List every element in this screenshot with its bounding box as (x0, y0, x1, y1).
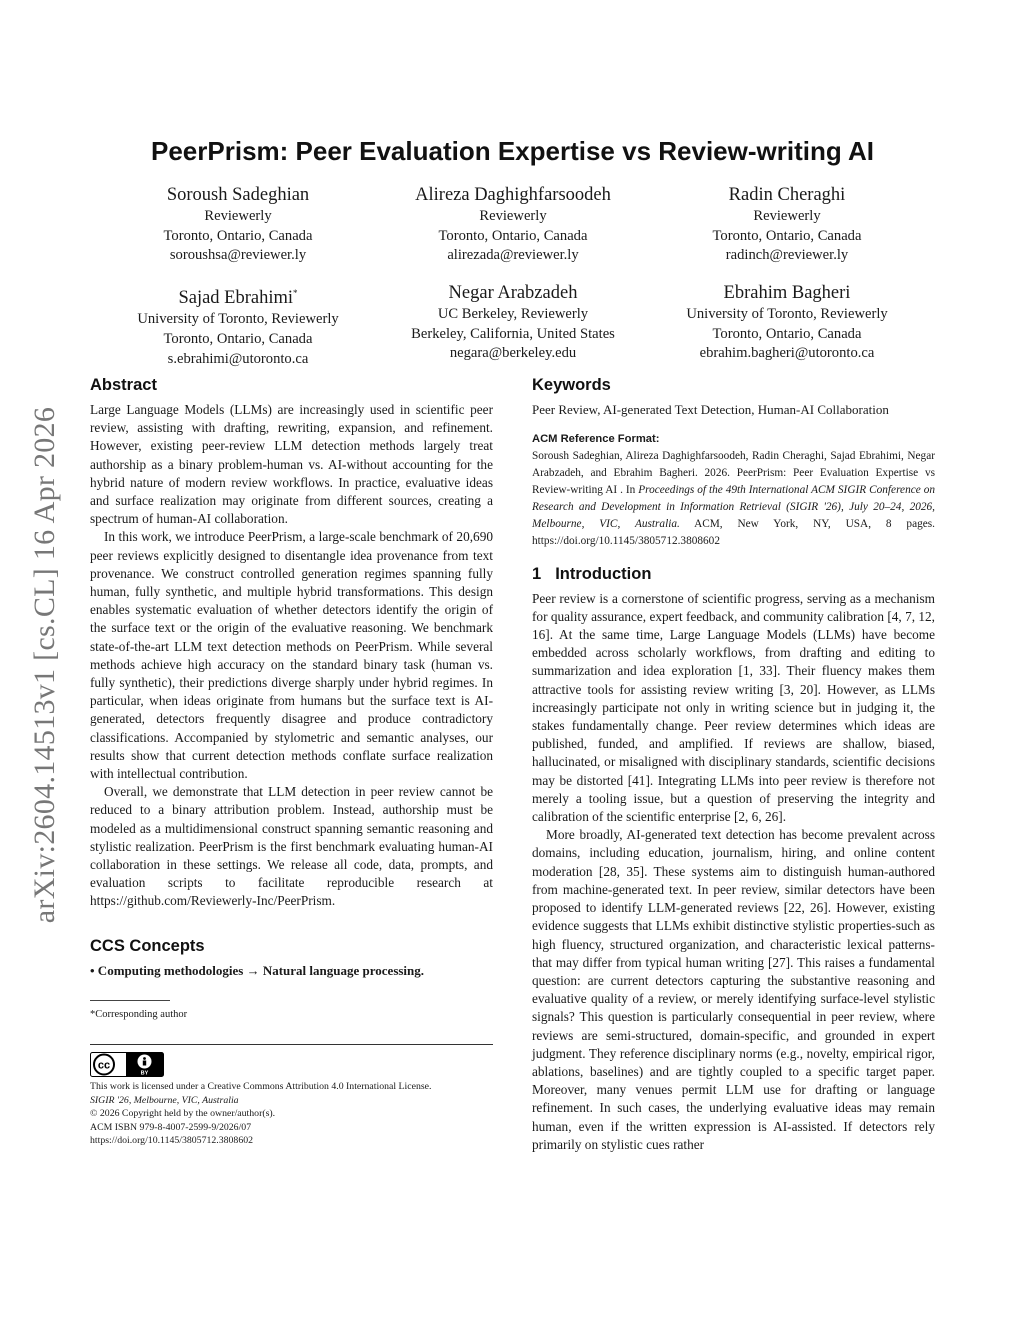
acm-reference-text (532, 448, 935, 549)
footnote: *Corresponding author (90, 1008, 188, 1020)
section-number: 1 (532, 564, 542, 583)
author-block (647, 281, 927, 364)
arxiv-stamp (21, 370, 69, 960)
arxiv-identifier: arXiv:2604.14513v1 [cs.CL] 16 Apr 2026 (28, 406, 61, 924)
author-block (373, 281, 653, 364)
right-column (532, 374, 935, 1154)
author-location: Toronto, Ontario, Canada (163, 330, 313, 347)
license-text: This work is licensed under a Creative Commons Attribution 4.0 International License. (90, 1081, 432, 1093)
author-name: Alireza Daghighfarsoodeh (415, 185, 611, 205)
license-copyright: © 2026 Copyright held by the owner/author(s). (90, 1108, 276, 1120)
acm-reference-proceedings: Proceedings of the 49th International ACM SIGIR Conference on Research and Development in Information Retrieval (SIGIR '26), July 20–24, 2026, Melbourne, VIC, Australia. (532, 484, 935, 530)
footnote-rule (90, 1000, 170, 1001)
left-column (90, 374, 493, 1148)
license-venue: SIGIR '26, Melbourne, VIC, Australia (90, 1094, 239, 1106)
abstract-paragraph: In this work, we introduce PeerPrism, a large-scale benchmark of 20,690 peer reviews explicitly designed to disentangle idea provenance from text provenance. We construct controlled generation regimes spanning fully human, fully synthetic, and multiple hybrid transformations. This design enables systematic evaluation of whether detectors identify the origin of the surface text or the origin of the evaluative reasoning. We benchmark state-of-the-art LLM text detection methods on PeerPrism. While several methods achieve high accuracy on the standard binary task (human vs. fully synthetic), their predictions diverge sharply under hybrid regimes. In particular, when ideas originate from humans but the surface text is AI-generated, detectors frequently disagree and produce contradictory classifications. Accompanied by stylometric and semantic analyses, our results show that current detection methods conflate surface realization with intellectual contribution. (90, 529, 493, 782)
author-affiliation: Reviewerly (204, 208, 272, 224)
author-location: Berkeley, California, United States (411, 325, 615, 342)
author-location: Toronto, Ontario, Canada (163, 227, 313, 244)
author-location: Toronto, Ontario, Canada (712, 227, 862, 244)
author-email: ebrahim.bagheri@utoronto.ca (699, 345, 875, 362)
acm-reference-heading: ACM Reference Format: (532, 433, 660, 445)
ccs-heading: CCS Concepts (90, 936, 205, 955)
abstract-paragraph: Overall, we demonstrate that LLM detection in peer review cannot be reduced to a binary attribution problem. Instead, authorship must be modeled as a multidimensional construct spanning semantic reasoning and stylistic realization. PeerPrism is the first benchmark evaluating human-AI collaboration in these settings. We release all code, data, prompts, and evaluation scripts to facilitate reproducible research at https://github.com/Reviewerly-Inc/PeerPrism. (90, 784, 493, 909)
author-name: Negar Arabzadeh (448, 283, 578, 303)
license-rule (90, 1044, 493, 1045)
author-block (98, 281, 378, 369)
author-affiliation: Reviewerly (479, 208, 547, 224)
author-name-text: Sajad Ebrahimi (178, 288, 294, 309)
author-name: Ebrahim Bagheri (723, 283, 851, 303)
abstract-paragraph: Large Language Models (LLMs) are increasingly used in scientific peer review, assisting with drafting, rewriting, expansion, and refinement. However, existing peer-review LLM detection methods largely treat authorship as a binary problem-human vs. AI-without accounting for the hybrid nature of modern review workflows. In practice, evaluative ideas and surface realization may originate from different sources, creating a spectrum of human-AI collaboration. (90, 402, 493, 527)
keywords-text: Peer Review, AI-generated Text Detection, Human-AI Collaboration (532, 402, 889, 417)
keywords-heading: Keywords (532, 376, 611, 394)
abstract-heading: Abstract (90, 376, 157, 394)
author-affiliation: University of Toronto, Reviewerly (137, 311, 339, 328)
author-name: Radin Cheraghi (728, 185, 846, 205)
svg-text:BY: BY (140, 1070, 149, 1077)
author-name (98, 281, 378, 310)
section-title: Introduction (555, 564, 652, 583)
author-block (98, 183, 378, 266)
author-block (647, 183, 927, 266)
license-doi[interactable]: https://doi.org/10.1145/3805712.3808602 (90, 1135, 254, 1147)
introduction-heading (532, 563, 935, 585)
author-affiliation: University of Toronto, Reviewerly (686, 306, 888, 322)
author-block (373, 183, 653, 266)
author-location: Toronto, Ontario, Canada (712, 325, 862, 342)
author-email: negara@berkeley.edu (449, 345, 577, 362)
author-affiliation: Reviewerly (753, 208, 821, 224)
license-block (90, 1080, 493, 1148)
author-name: Soroush Sadeghian (166, 185, 310, 205)
paper-title: PeerPrism: Peer Evaluation Expertise vs Review-writing AI (151, 136, 874, 166)
creative-commons-by-icon (90, 1052, 164, 1077)
intro-paragraph: More broadly, AI-generated text detection has become prevalent across domains, including education, journalism, hiring, and online content moderation [28, 35]. These systems aim to distinguish human-authored from machine-generated text. In peer review, similar detectors have been proposed to identify LLM-generated reviews [22, 26]. However, existing evidence suggests that LLMs exhibit distinctive stylistic properties-such as high fluency, structured organization, and characteristic lexical patterns-that may differ from typical human writing [27]. This raises a fundamental question: are current detectors capturing the substantive reasoning and evaluative quality of a review, or merely identifying surface-level stylistic signals? This question is particularly consequential in peer review, where reviews are semi-structured, domain-specific, and grounded in expert judgment. They reference disciplinary norms (e.g., novelty, empirical rigor, ablations, baselines) and are tightly coupled to a specific target paper. Moreover, many venues permit LLM use for drafting or language refinement. In such cases, the underlying evaluative ideas may remain human, even if the written expression is AI-assisted. If detectors rely primarily on stylistic cues rather (532, 827, 935, 1152)
acm-reference-authors: Soroush Sadeghian, Alireza Daghighfarsoodeh, Radin Cheraghi, Sajad Ebrahimi, Negar Arabzadeh, and Ebrahim Bagheri. 2026. PeerPrism: Peer Evaluation Expertise vs Review-writing AI . In (532, 450, 935, 497)
author-affiliation: UC Berkeley, Reviewerly (437, 306, 589, 322)
acm-reference-publisher: ACM, New York, NY, USA, 8 pages. https://doi.org/10.1145/3805712.3808602 (532, 517, 935, 547)
corresponding-marker: * (293, 288, 298, 298)
intro-paragraph: Peer review is a cornerstone of scientific progress, serving as a mechanism for quality assurance, expert feedback, and community calibration [4, 7, 12, 16]. At the same time, Large Language Models (LLMs) have become embedded across scholarly workflows, from drafting and editing to summarization and idea exploration [1, 33]. Their fluency makes them attractive tools for assisting review writing [3, 20]. However, as LLMs increasingly participate not only in writing science but in judging it, the stakes fundamentally change. Peer review determines which ideas are published, funded, and amplified. If reviews are shallow, biased, hallucinated, or misaligned with disciplinary standards, scientific decisions may be distorted [41]. Integrating LLMs into peer review is therefore not merely a tooling issue, but a question of preserving the integrity and calibration of the scientific enterprise [2, 6, 26]. (532, 590, 935, 825)
author-location: Toronto, Ontario, Canada (438, 227, 588, 244)
author-email: s.ebrahimi@utoronto.ca (167, 350, 309, 367)
author-email: soroushsa@reviewer.ly (169, 247, 307, 264)
ccs-concept: • Computing methodologies → Natural language processing. (90, 962, 425, 978)
author-email: radinch@reviewer.ly (725, 247, 849, 264)
svg-text:cc: cc (97, 1059, 111, 1072)
author-email: alirezada@reviewer.ly (447, 247, 579, 264)
license-isbn: ACM ISBN 979-8-4007-2599-9/2026/07 (90, 1121, 252, 1133)
